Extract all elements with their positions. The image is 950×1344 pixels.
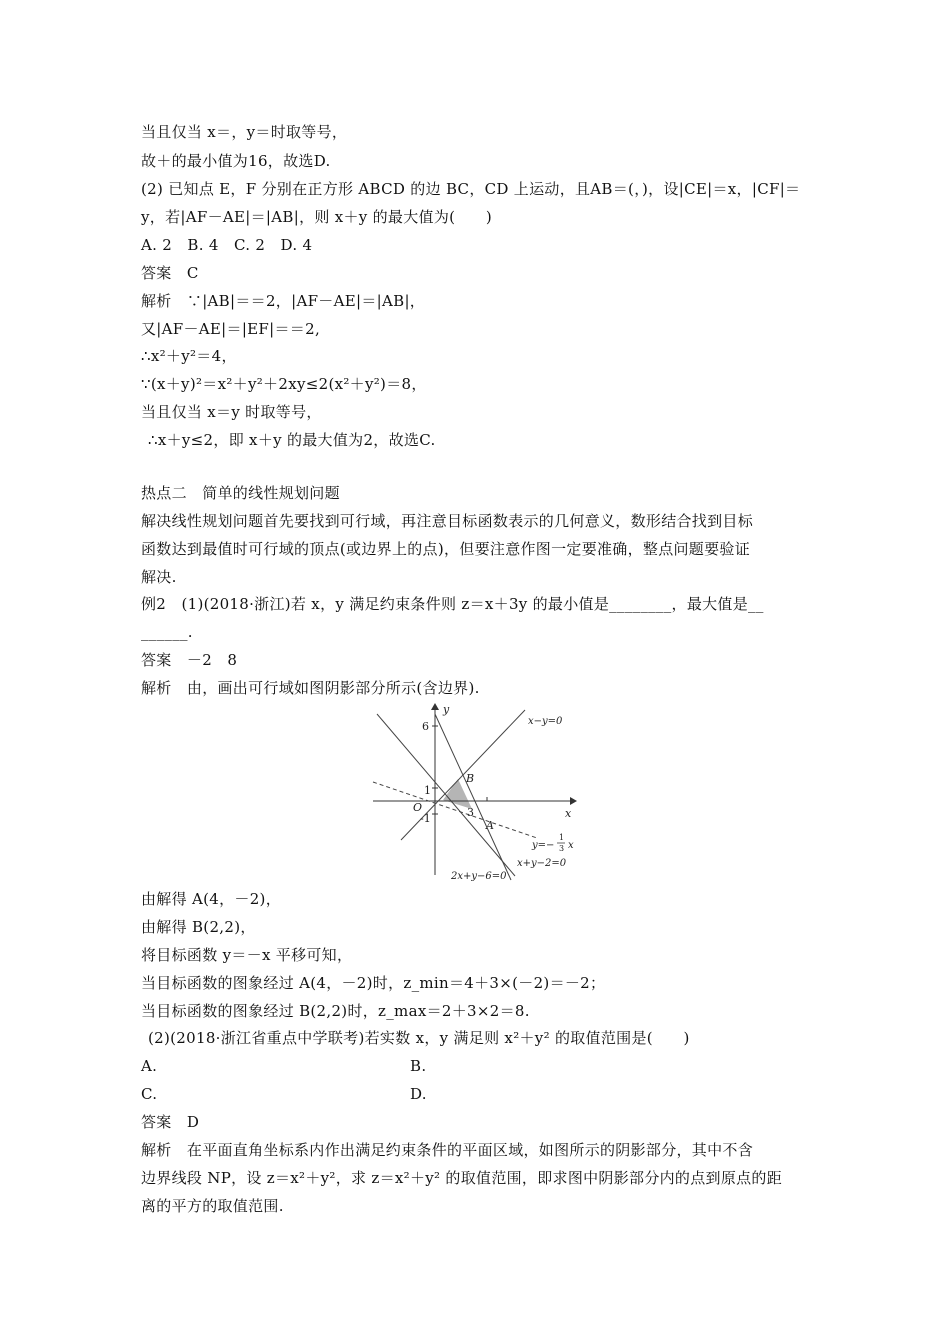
text-line-1: 当且仅当 x＝，y＝时取等号， — [141, 123, 348, 141]
point-b-label: B — [466, 772, 475, 785]
text-line-3: (2) 已知点 E，F 分别在正方形 ABCD 的边 BC，CD 上运动，且AB＝(，)，设|CE|＝x，|CF|＝ — [141, 180, 801, 198]
solve-b: 由解得 B(2,2)， — [141, 918, 256, 936]
y-axis-arrow — [431, 703, 439, 710]
analysis-line-6: ∴x＋y≤2，即 x＋y 的最大值为2，故选C. — [148, 431, 436, 449]
label-y-neg-third-x: y=− — [532, 840, 555, 851]
frac-num: 1 — [559, 833, 565, 842]
example-answer: 答案 －2 8 — [141, 651, 238, 669]
text-line-2: 故＋的最小值为16，故选D. — [141, 152, 331, 170]
paragraph-line-3: 解决. — [141, 568, 177, 586]
analysis-line-1: 解析 ∵|AB|＝＝2，|AF－AE|＝|AB|， — [141, 292, 426, 310]
paragraph-line-1: 解决线性规划问题首先要找到可行域，再注意目标函数表示的几何意义，数形结合找到目标 — [141, 512, 754, 530]
frac-den: 3 — [559, 844, 565, 853]
answer-2: 答案 D — [141, 1113, 200, 1131]
tick-3-label: 3 — [467, 806, 474, 819]
question-2: (2)(2018·浙江省重点中学联考)若实数 x，y 满足则 x²＋y² 的取值范围是( ) — [148, 1029, 690, 1047]
z-max-line: 当目标函数的图象经过 B(2,2)时，z_max＝2＋3×2＝8. — [141, 1002, 530, 1020]
label-x-minus-y-0: x−y=0 — [528, 716, 563, 727]
tick-1-label: 1 — [424, 784, 431, 797]
option-c: C. — [141, 1085, 158, 1103]
section-heading: 热点二 简单的线性规划问题 — [141, 484, 340, 502]
answer-options: A. 2 B. 4 C. 2 D. 4 — [141, 236, 313, 254]
x-axis-arrow — [570, 797, 577, 805]
tick-6-label: 6 — [422, 720, 429, 733]
label-x-var: x — [568, 840, 574, 851]
y-axis-label: y — [443, 703, 450, 716]
example-analysis: 解析 由，画出可行域如图阴影部分所示(含边界). — [141, 679, 480, 697]
point-a-label: A — [486, 819, 494, 832]
answer-label: 答案 C — [141, 264, 199, 282]
analysis-line-5: 当且仅当 x＝y 时取等号， — [141, 403, 322, 421]
option-a: A. — [141, 1057, 158, 1075]
example-line-2: ______. — [141, 623, 193, 641]
example-line-1: 例2 (1)(2018·浙江)若 x，y 满足约束条件则 z＝x＋3y 的最小值是________，最大值是__ — [141, 595, 764, 613]
label-x-plus-y-2: x+y−2=0 — [517, 858, 567, 869]
tick-neg1-label: -1 — [420, 812, 431, 825]
paragraph-line-2: 函数达到最值时可行域的顶点(或边界上的点)，但要注意作图一定要准确，整点问题要验证 — [141, 540, 751, 558]
analysis-line-3: ∴x²＋y²＝4， — [141, 347, 237, 365]
analysis-line-2: 又|AF－AE|＝|EF|＝＝2, — [141, 320, 321, 338]
option-d: D. — [410, 1085, 427, 1103]
analysis-2-line-2: 边界线段 NP，设 z＝x²＋y²，求 z＝x²＋y² 的取值范围，即求图中阴影部分内的点到原点的距 — [141, 1169, 783, 1187]
option-b: B. — [410, 1057, 427, 1075]
feasible-region-svg — [365, 700, 590, 882]
text-line-4: y，若|AF－AE|＝|AB|，则 x＋y 的最大值为( ) — [141, 208, 493, 226]
feasible-region-figure — [365, 700, 590, 882]
label-2x-plus-y-6: 2x+y−6=0 — [451, 871, 507, 882]
translate-note: 将目标函数 y＝－x 平移可知， — [141, 946, 353, 964]
z-min-line: 当目标函数的图象经过 A(4，－2)时，z_min＝4＋3×(－2)＝－2； — [141, 974, 606, 992]
analysis-2-line-1: 解析 在平面直角坐标系内作出满足约束条件的平面区域，如图所示的阴影部分，其中不含 — [141, 1141, 754, 1159]
analysis-2-line-3: 离的平方的取值范围. — [141, 1197, 284, 1215]
origin-label: O — [413, 801, 423, 814]
x-axis-label: x — [565, 807, 572, 820]
analysis-line-4: ∵(x＋y)²＝x²＋y²＋2xy≤2(x²＋y²)＝8， — [141, 375, 427, 393]
solve-a: 由解得 A(4，－2)， — [141, 890, 281, 908]
